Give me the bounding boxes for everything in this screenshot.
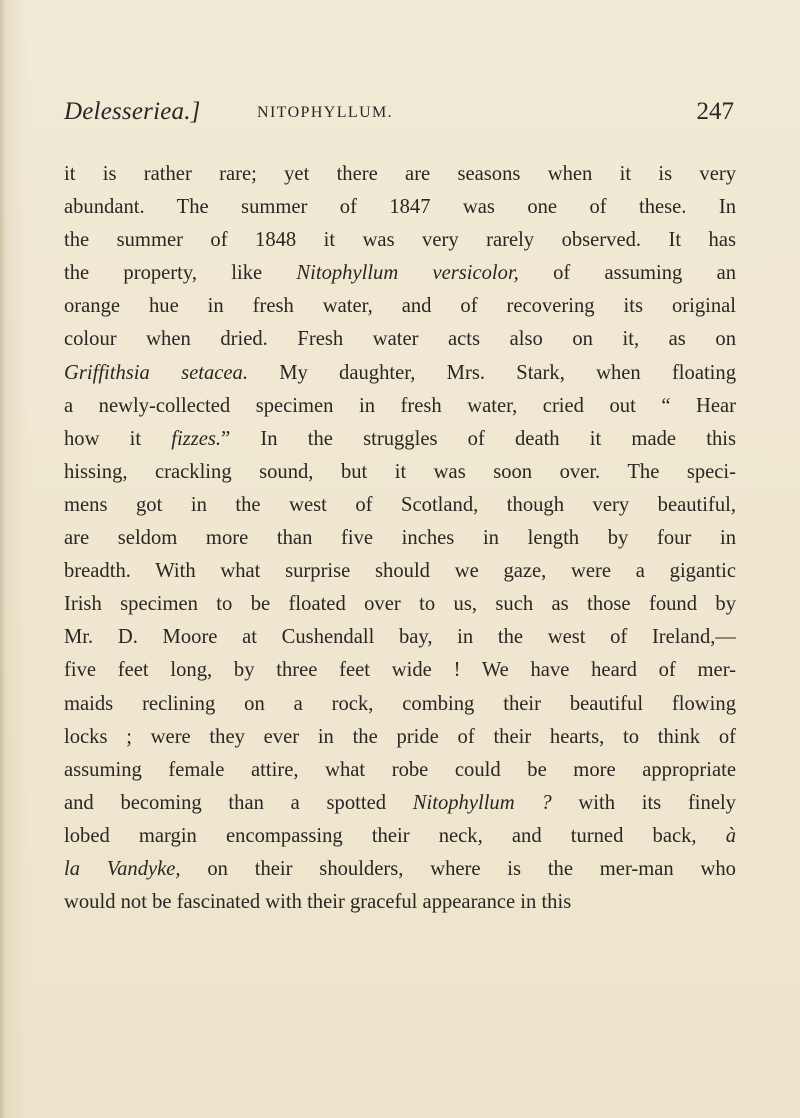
text-line [64,390,736,423]
text-line [64,886,736,919]
line-text: lobed margin encompassing their neck, and turned back, [64,824,726,847]
text-line [64,688,736,721]
line-text: it is rather rare; yet there are seasons when it is very [64,163,736,185]
text-line [64,522,736,555]
line-text: are seldom more than five inches in length by four in [64,527,736,550]
line-text: breadth. With what surprise should we gaze, were a gigantic [64,560,736,583]
text-line [64,853,736,886]
text-line [64,754,736,787]
italic-text: Nitophyllum ? [412,791,552,814]
line-text: orange hue in fresh water, and of recovering its original [64,295,736,318]
chapter-title: NITOPHYLLUM. [257,104,394,121]
italic-text: à [725,824,736,847]
line-text: My daughter, Mrs. Stark, when floating [247,361,736,384]
italic-text: Nitophyllum versicolor, [296,262,519,285]
line-text: the property, like [64,262,297,285]
text-line [64,787,736,820]
text-line [64,323,736,356]
text-line [64,456,736,489]
line-text: assuming female attire, what robe could be more appropriate [64,758,736,781]
text-line [64,489,736,522]
line-text: with its finely [551,791,736,814]
line-text: abundant. The summer of 1847 was one of these. In [64,196,736,219]
line-text: Mr. D. Moore at Cushendall bay, in the west of Ireland,— [64,626,736,649]
italic-text: fizzes. [171,427,222,450]
text-line [64,290,736,323]
text-line [64,721,736,754]
text-line [64,654,736,687]
line-text: mens got in the west of Scotland, though very beautiful, [64,493,736,516]
line-text: five feet long, by three feet wide ! We have heard of mer- [64,659,736,682]
text-line [64,224,736,257]
text-line [64,555,736,588]
line-text: ” In the struggles of death it made this [221,427,736,450]
text-line [64,357,736,390]
italic-text: Griffithsia setacea. [64,361,248,384]
line-text: colour when dried. Fresh water acts also on it, as on [64,328,736,351]
page-binding-shadow [0,0,6,1118]
text-line [64,820,736,853]
line-text: how it [64,427,172,450]
line-text: Irish specimen to be floated over to us, such as those found by [64,593,736,616]
line-text: maids reclining on a rock, combing their beautiful flowing [64,692,736,715]
line-text: on their shoulders, where is the mer-man who [180,857,736,880]
line-text: a newly-collected specimen in fresh water, cried out “ Hear [64,394,736,417]
text-line [64,191,736,224]
line-text: of assuming an [518,262,737,285]
section-title: Delesseriea.] [64,98,201,125]
running-header [64,98,734,138]
page-number: 247 [696,98,734,125]
body-text [64,158,736,919]
line-text: locks ; were they ever in the pride of their hearts, to think of [64,725,736,748]
italic-text: la Vandyke, [64,857,181,880]
text-line [64,621,736,654]
line-text: and becoming than a spotted [64,791,413,814]
line-text: hissing, crackling sound, but it was soon over. The speci- [64,460,736,483]
text-line [64,588,736,621]
text-line [64,423,736,456]
line-text: would not be fascinated with their graceful appearance in this [64,891,572,914]
text-line [64,257,736,290]
text-line [64,158,736,191]
line-text: the summer of 1848 it was very rarely observed. It has [64,229,736,252]
